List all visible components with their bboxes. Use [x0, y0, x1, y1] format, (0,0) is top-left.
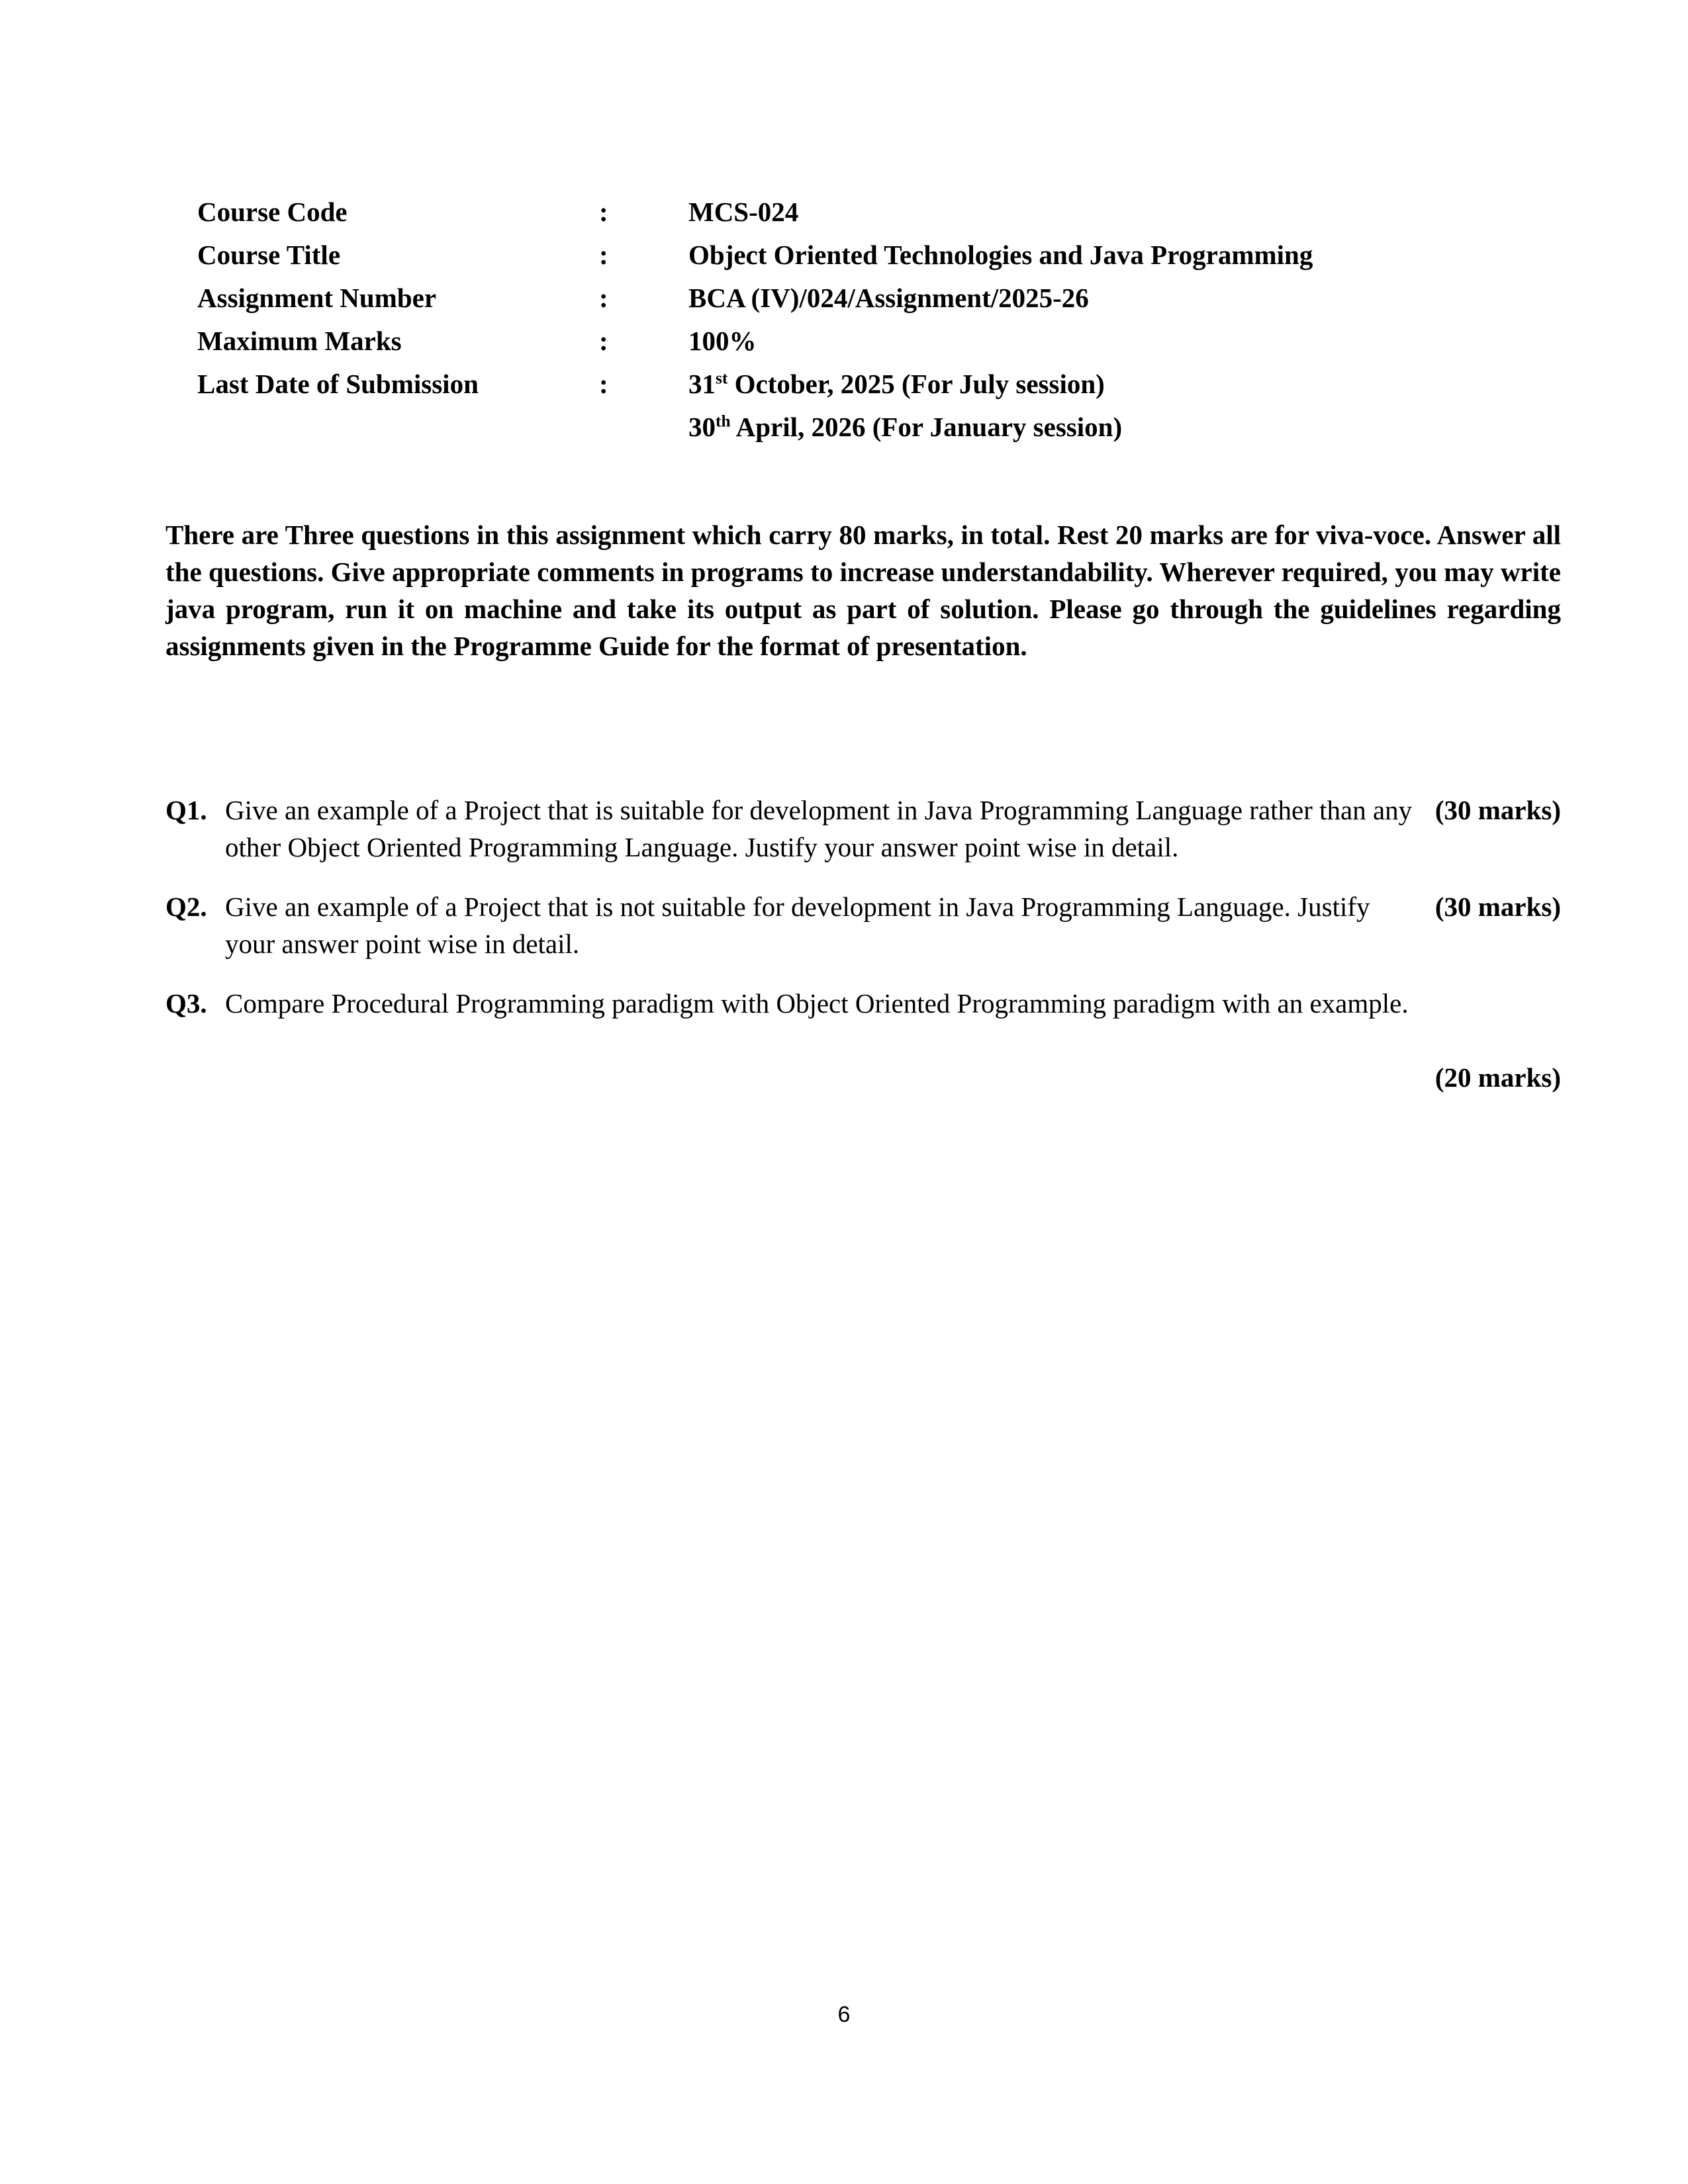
course-title-value: Object Oriented Technologies and Java Programming	[688, 240, 1313, 270]
course-title-row	[197, 234, 1561, 277]
question-body-3	[225, 985, 1561, 1096]
question-text-3: Compare Procedural Programming paradigm with Object Oriented Programming paradigm with an example.	[225, 988, 1409, 1019]
question-marks-2: (30 marks)	[1434, 891, 1561, 922]
course-title-colon: :	[599, 240, 608, 270]
maximum-marks-row	[197, 320, 1561, 363]
last-date-value-january	[197, 406, 1561, 449]
question-item-2	[165, 888, 1561, 962]
course-code-label: Course Code	[197, 197, 348, 227]
question-body-1	[225, 792, 1561, 866]
question-number-1: Q1.	[165, 795, 207, 825]
july-day: 31	[688, 369, 716, 399]
maximum-marks-value: 100%	[688, 326, 757, 356]
july-ordinal: st	[716, 369, 728, 388]
assignment-number-value: BCA (IV)/024/Assignment/2025-26	[688, 283, 1089, 313]
january-rest: April, 2026 (For January session)	[730, 412, 1123, 442]
last-date-row	[197, 363, 1561, 406]
course-code-value: MCS-024	[688, 197, 799, 227]
course-title-label: Course Title	[197, 240, 341, 270]
page-number: 6	[837, 2002, 851, 2027]
assignment-instructions-text: There are Three questions in this assignment which carry 80 marks, in total. Rest 20 marks are for viva-voce. Answer all the questions. Give appropriate comments in programs to increase understandability. Wherever required, you may write java program, run it on machine and take its output as part of solution. Please go through the guidelines regarding assignments given in the Programme Guide for the format of presentation.	[165, 520, 1561, 661]
question-text-2: Give an example of a Project that is not suitable for development in Java Programming Language. Justify your answer point wise in detail.	[225, 891, 1370, 959]
questions-list	[165, 792, 1561, 1118]
course-code-row	[197, 191, 1561, 234]
assignment-instructions	[165, 516, 1561, 664]
question-item-1	[165, 792, 1561, 866]
maximum-marks-colon: :	[599, 326, 608, 356]
question-number-2: Q2.	[165, 891, 207, 922]
question-item-3	[165, 985, 1561, 1096]
course-details-block	[197, 191, 1561, 449]
last-date-colon: :	[599, 369, 608, 399]
january-day: 30	[688, 412, 716, 442]
question-text-1: Give an example of a Project that is suitable for development in Java Programming Language rather than any other Object Oriented Programming Language. Justify your answer point wise in detail.	[225, 795, 1413, 862]
course-code-colon: :	[599, 197, 608, 227]
assignment-number-label: Assignment Number	[197, 283, 437, 313]
question-number-3: Q3.	[165, 988, 207, 1019]
question-body-2	[225, 888, 1561, 962]
question-marks-1: (30 marks)	[1434, 795, 1561, 825]
maximum-marks-label: Maximum Marks	[197, 326, 402, 356]
question-marks-3: (20 marks)	[1434, 1062, 1561, 1093]
assignment-number-colon: :	[599, 283, 608, 313]
assignment-number-row	[197, 277, 1561, 320]
july-rest: October, 2025 (For July session)	[727, 369, 1105, 399]
last-date-value-july	[688, 363, 1561, 406]
last-date-label: Last Date of Submission	[197, 369, 479, 399]
january-ordinal: th	[716, 412, 731, 431]
